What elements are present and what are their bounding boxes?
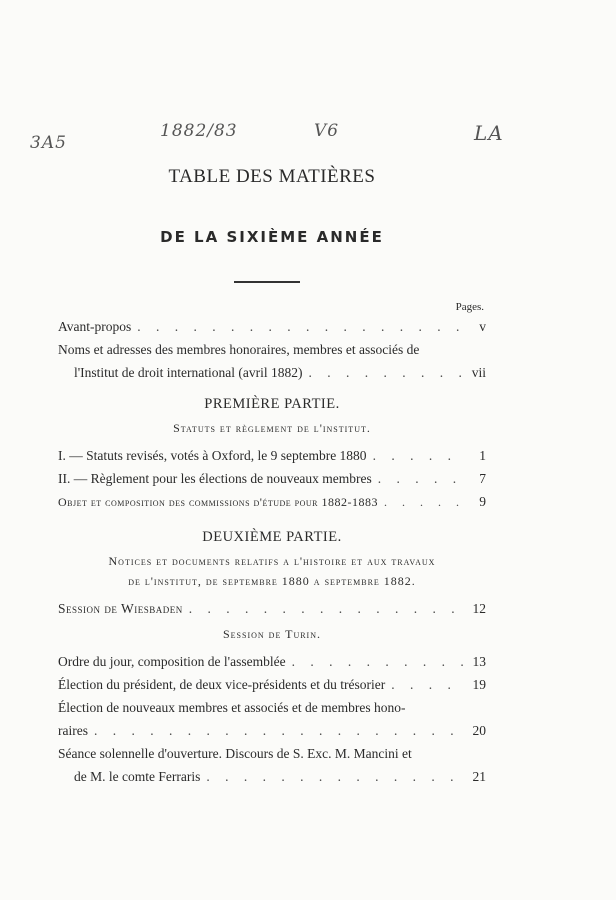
toc-entry xyxy=(58,696,486,719)
dot-leader xyxy=(373,444,464,467)
toc-entry-text: Objet et composition des commissions d'étude pour 1882-1883 xyxy=(58,495,379,509)
toc-entry xyxy=(58,650,486,673)
toc-entry xyxy=(58,673,486,696)
toc-entry xyxy=(58,765,486,788)
toc-entry-text: Élection du président, de deux vice-présidents et du trésorier xyxy=(58,677,386,692)
part-heading: DEUXIÈME PARTIE. xyxy=(202,529,342,545)
dot-leader xyxy=(206,765,464,788)
table-of-contents xyxy=(58,315,486,788)
toc-entry-text: raires xyxy=(58,723,88,738)
toc-entry-text: Avant-propos xyxy=(58,319,132,334)
handwritten-note-2: 1882/83 xyxy=(160,121,238,141)
toc-entry-page: 13 xyxy=(472,654,486,669)
title-divider xyxy=(234,281,300,283)
toc-entry-page: vii xyxy=(471,365,486,380)
toc-entry-text: Séance solennelle d'ouverture. Discours de S. Exc. M. Mancini et xyxy=(58,746,412,761)
part-subheading: Notices et documents relatifs a l'histoire et aux travaux xyxy=(108,554,436,568)
toc-entry-text: Élection de nouveaux membres et associés et de membres hono- xyxy=(58,700,406,715)
toc-entry-page: 9 xyxy=(479,494,486,509)
toc-entry-page: 7 xyxy=(479,471,486,486)
toc-entry-page: 19 xyxy=(472,677,486,692)
toc-entry-text: l'Institut de droit international (avril 1882) xyxy=(74,365,303,380)
dot-leader xyxy=(292,650,464,673)
dot-leader xyxy=(309,361,464,384)
handwritten-note-3: V6 xyxy=(314,121,340,141)
toc-entry-page: 12 xyxy=(472,601,486,616)
toc-entry-text: I. — Statuts revisés, votés à Oxford, le 9 septembre 1880 xyxy=(58,448,367,463)
toc-entry xyxy=(58,361,486,384)
dot-leader xyxy=(94,719,464,742)
page-title: TABLE DES MATIÈRES xyxy=(168,166,376,187)
toc-entry-text: Noms et adresses des membres honoraires, membres et associés de xyxy=(58,342,420,357)
toc-entry xyxy=(58,315,486,338)
toc-entry-page: v xyxy=(479,319,486,334)
part-subheading: de l'institut, de septembre 1880 a septembre 1882. xyxy=(128,574,416,588)
section-heading: Session de Turin. xyxy=(222,627,321,641)
dot-leader xyxy=(137,315,464,338)
toc-entry-page: 20 xyxy=(472,723,486,738)
toc-entry xyxy=(58,742,486,765)
dot-leader xyxy=(189,597,464,620)
toc-entry-page: 1 xyxy=(479,448,486,463)
toc-entry xyxy=(58,719,486,742)
toc-entry xyxy=(58,490,486,513)
part-heading: PREMIÈRE PARTIE. xyxy=(204,396,340,412)
dot-leader xyxy=(384,491,464,513)
toc-entry-text: Session de Wiesbaden xyxy=(58,601,183,616)
toc-entry-text: II. — Règlement pour les élections de nouveaux membres xyxy=(58,471,372,486)
page-subtitle: DE LA SIXIÈME ANNÉE xyxy=(160,228,384,246)
toc-entry-text: Ordre du jour, composition de l'assemblée xyxy=(58,654,286,669)
dot-leader xyxy=(378,467,464,490)
toc-entry xyxy=(58,467,486,490)
toc-entry-page: 21 xyxy=(472,769,486,784)
toc-entry xyxy=(58,444,486,467)
pages-column-label: Pages. xyxy=(455,301,484,313)
dot-leader xyxy=(391,673,464,696)
toc-entry xyxy=(58,597,486,620)
toc-entry-text: de M. le comte Ferraris xyxy=(74,769,201,784)
handwritten-note-4: LA xyxy=(474,121,504,145)
handwritten-note-1: 3A5 xyxy=(30,133,67,153)
part-subheading: Statuts et règlement de l'institut. xyxy=(173,421,371,435)
toc-entry xyxy=(58,338,486,361)
